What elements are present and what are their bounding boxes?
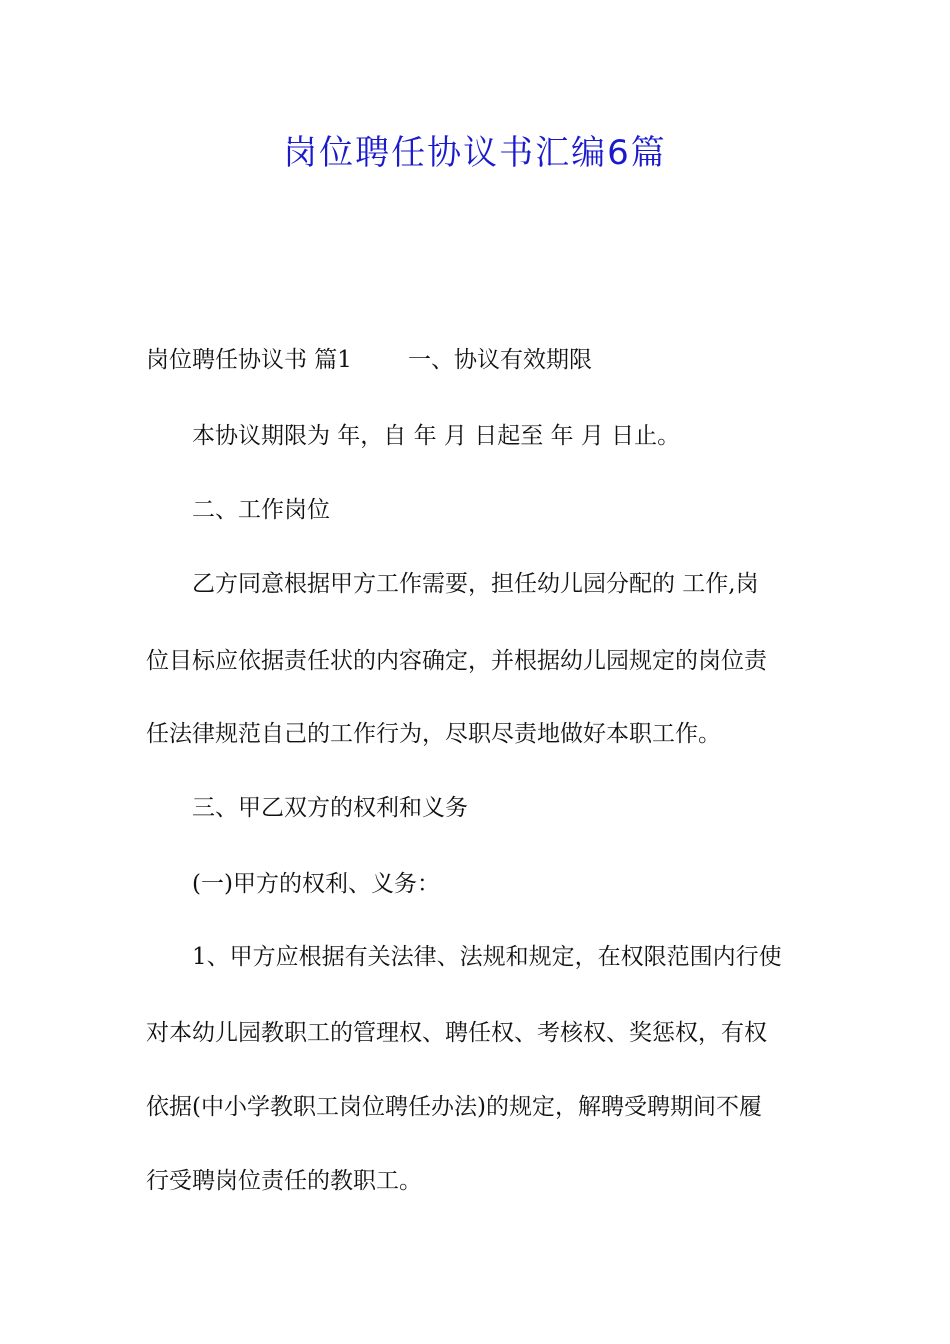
paragraph-line: 任法律规范自己的工作行为，尽职尽责地做好本职工作。 — [146, 721, 721, 747]
clause-heading-2: 二、工作岗位 — [192, 497, 330, 523]
subclause-heading: (一)甲方的权利、义务： — [192, 871, 440, 897]
clause-heading-3: 三、甲乙双方的权利和义务 — [192, 795, 468, 821]
document-title: 岗位聘任协议书汇编6篇 — [283, 133, 667, 173]
paragraph-line: 行受聘岗位责任的教职工。 — [146, 1168, 422, 1194]
paragraph-line: 对本幼儿园教职工的管理权、聘任权、考核权、奖惩权，有权 — [146, 1020, 767, 1046]
paragraph-line: 乙方同意根据甲方工作需要，担任幼儿园分配的 工作,岗 — [192, 571, 759, 597]
paragraph-line: 依据(中小学教职工岗位聘任办法)的规定，解聘受聘期间不履 — [146, 1094, 762, 1120]
clause-heading-1: 一、协议有效期限 — [407, 347, 592, 373]
paragraph-line: 位目标应依据责任状的内容确定，并根据幼儿园规定的岗位责 — [146, 648, 767, 674]
paragraph-line: 1、甲方应根据有关法律、法规和规定，在权限范围内行使 — [192, 944, 782, 970]
paragraph-line: 本协议期限为 年，自 年 月 日起至 年 月 日止。 — [192, 423, 681, 449]
article-heading: 岗位聘任协议书 篇1 — [146, 347, 352, 373]
line-section-heading — [146, 344, 806, 376]
